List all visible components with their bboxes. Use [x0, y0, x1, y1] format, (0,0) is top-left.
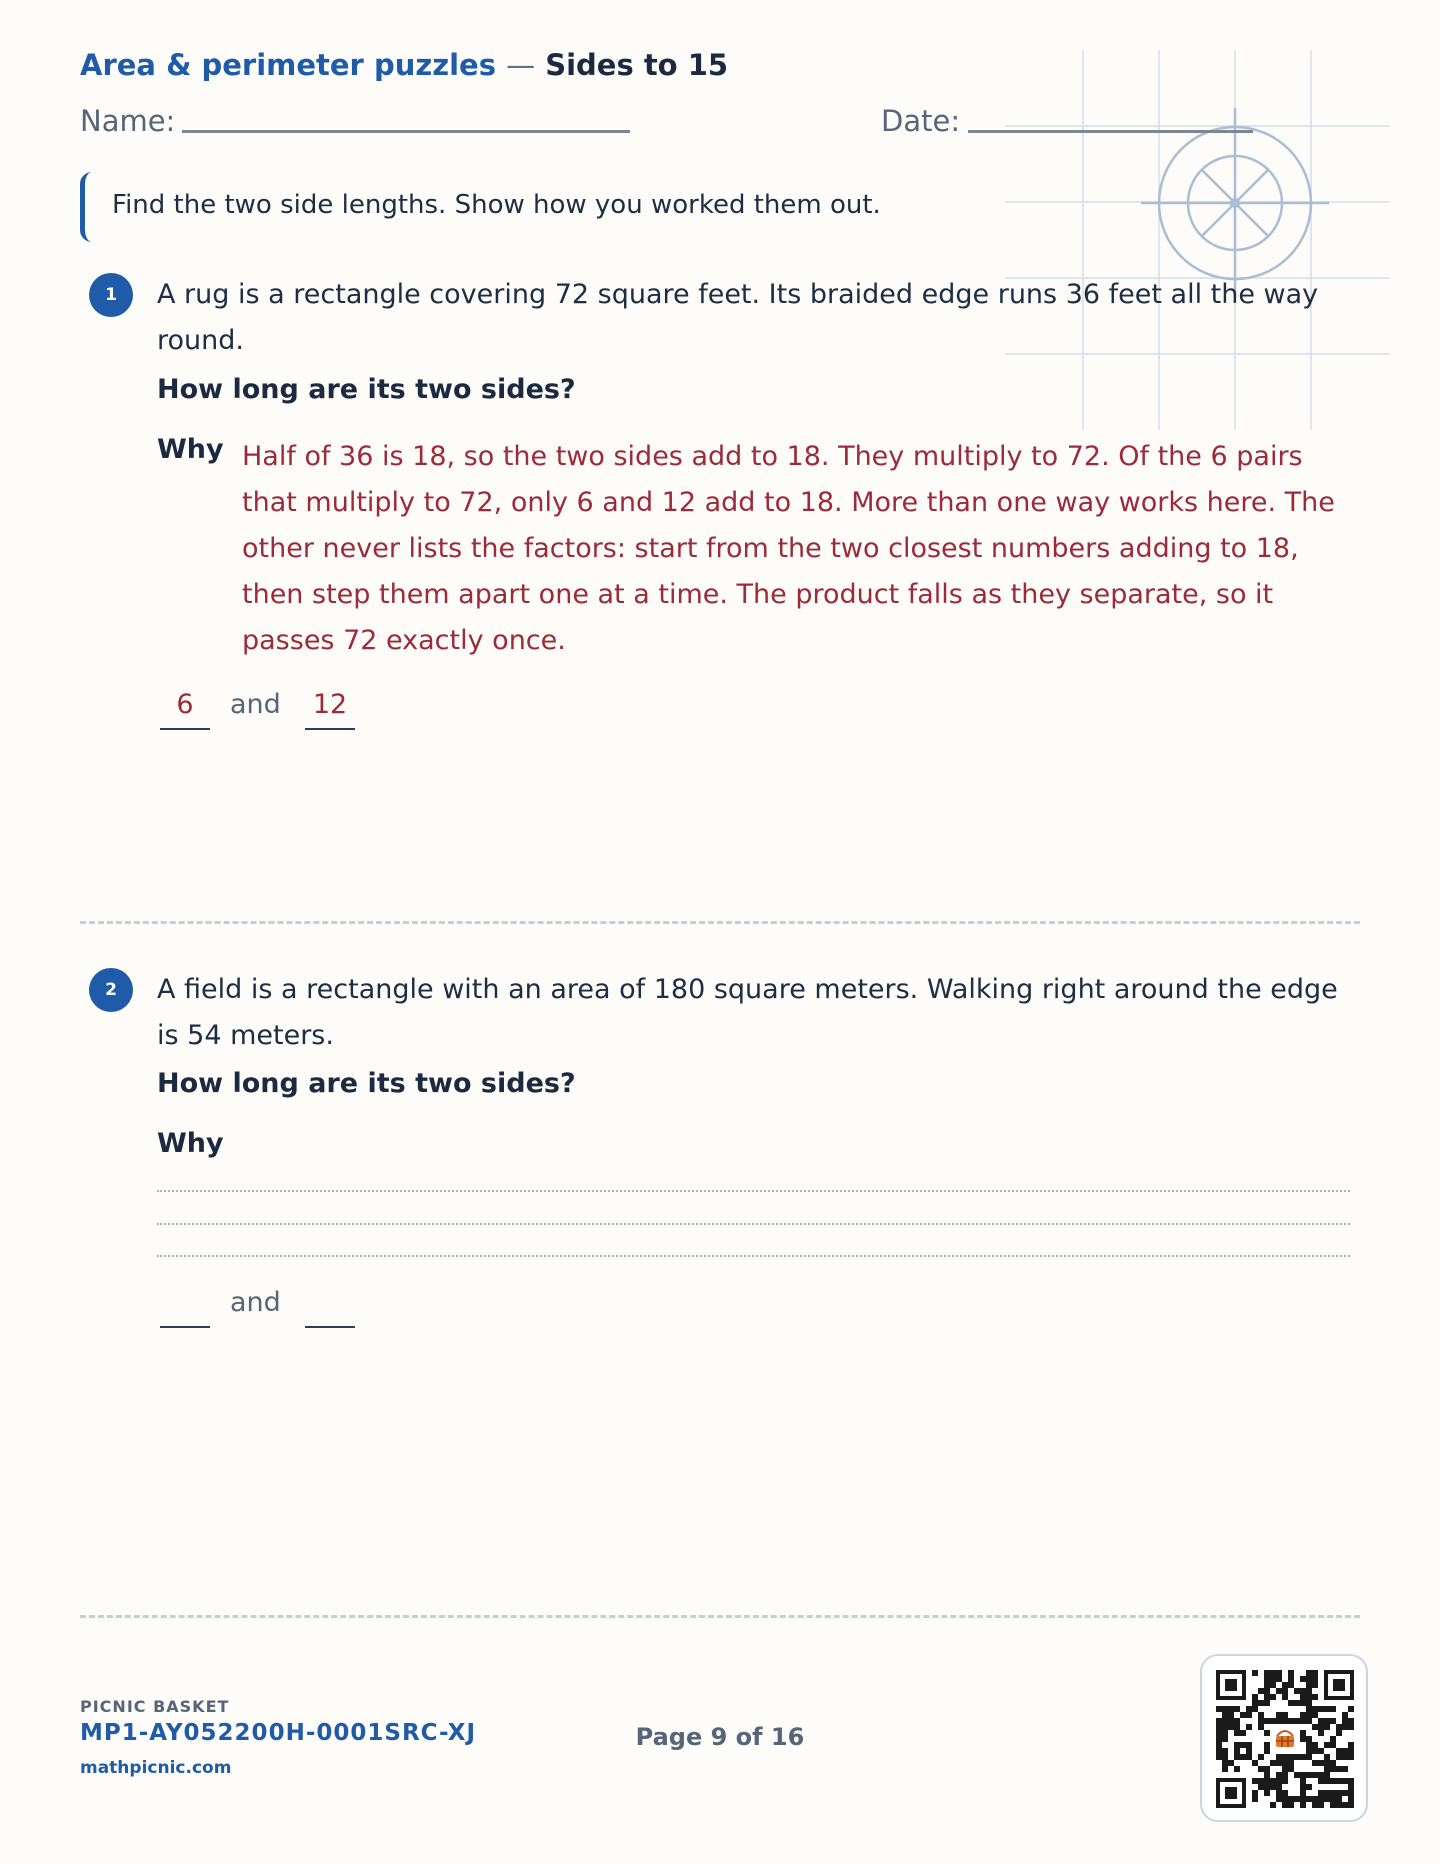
question-2-number: 2 [89, 968, 133, 1012]
target-crosshair-icon [1005, 50, 1390, 430]
question-1-text: A rug is a rectangle covering 72 square feet. Its braided edge runs 36 feet all the way round. [157, 279, 1319, 356]
footer-code: MP1-AY052200H-0001SRC-XJ [80, 1720, 477, 1746]
date-label: Date: [881, 104, 961, 138]
question-1-number: 1 [89, 273, 133, 317]
answer-and: and [230, 1287, 281, 1318]
page-title [80, 48, 728, 82]
date-field[interactable] [968, 130, 1253, 133]
name-label: Name: [80, 104, 176, 138]
question-1-answer [160, 688, 400, 728]
name-field[interactable] [182, 130, 630, 133]
footer-site-link[interactable]: mathpicnic.com [80, 1758, 232, 1778]
question-2-ask: How long are its two sides? [157, 1068, 576, 1099]
instruction-bracket [80, 172, 92, 242]
title-main: Area & perimeter puzzles [80, 48, 496, 82]
qr-code-icon [1216, 1670, 1354, 1808]
title-separator: — [506, 48, 536, 82]
question-1-ask: How long are its two sides? [157, 374, 576, 405]
question-2-text: A field is a rectangle with an area of 180 square meters. Walking right around the edge is 54 meters. [157, 974, 1338, 1051]
question-2-why-label: Why [157, 1128, 224, 1159]
working-line-2[interactable] [157, 1223, 1350, 1225]
question-1-why-label: Why [157, 434, 224, 465]
question-1-answer-a[interactable]: 6 [160, 688, 210, 730]
qr-code-container [1200, 1654, 1368, 1822]
section-divider [80, 921, 1360, 924]
question-1-why-text: Half of 36 is 18, so the two sides add to 18. They multiply to 72. Of the 6 pairs that multiply to 72, only 6 and 12 add to 18. More than one way works here. The other never lists the factors: start from the two closest numbers adding to 18, then step them apart one at a time. The product falls as they separate, so it passes 72 exactly once. [242, 441, 1335, 656]
working-line-3[interactable] [157, 1255, 1350, 1257]
instruction-text: Find the two side lengths. Show how you worked them out. [112, 190, 881, 220]
page-number: Page 9 of 16 [635, 1723, 805, 1751]
question-2-answer-b[interactable] [305, 1286, 355, 1328]
question-2-answer [160, 1286, 400, 1326]
question-2-answer-a[interactable] [160, 1286, 210, 1328]
footer-divider [80, 1615, 1360, 1618]
working-line-1[interactable] [157, 1190, 1350, 1192]
answer-and: and [230, 689, 281, 720]
question-1-answer-b[interactable]: 12 [305, 688, 355, 730]
footer-brand: PICNIC BASKET [80, 1697, 230, 1716]
title-sub: Sides to 15 [545, 48, 729, 82]
